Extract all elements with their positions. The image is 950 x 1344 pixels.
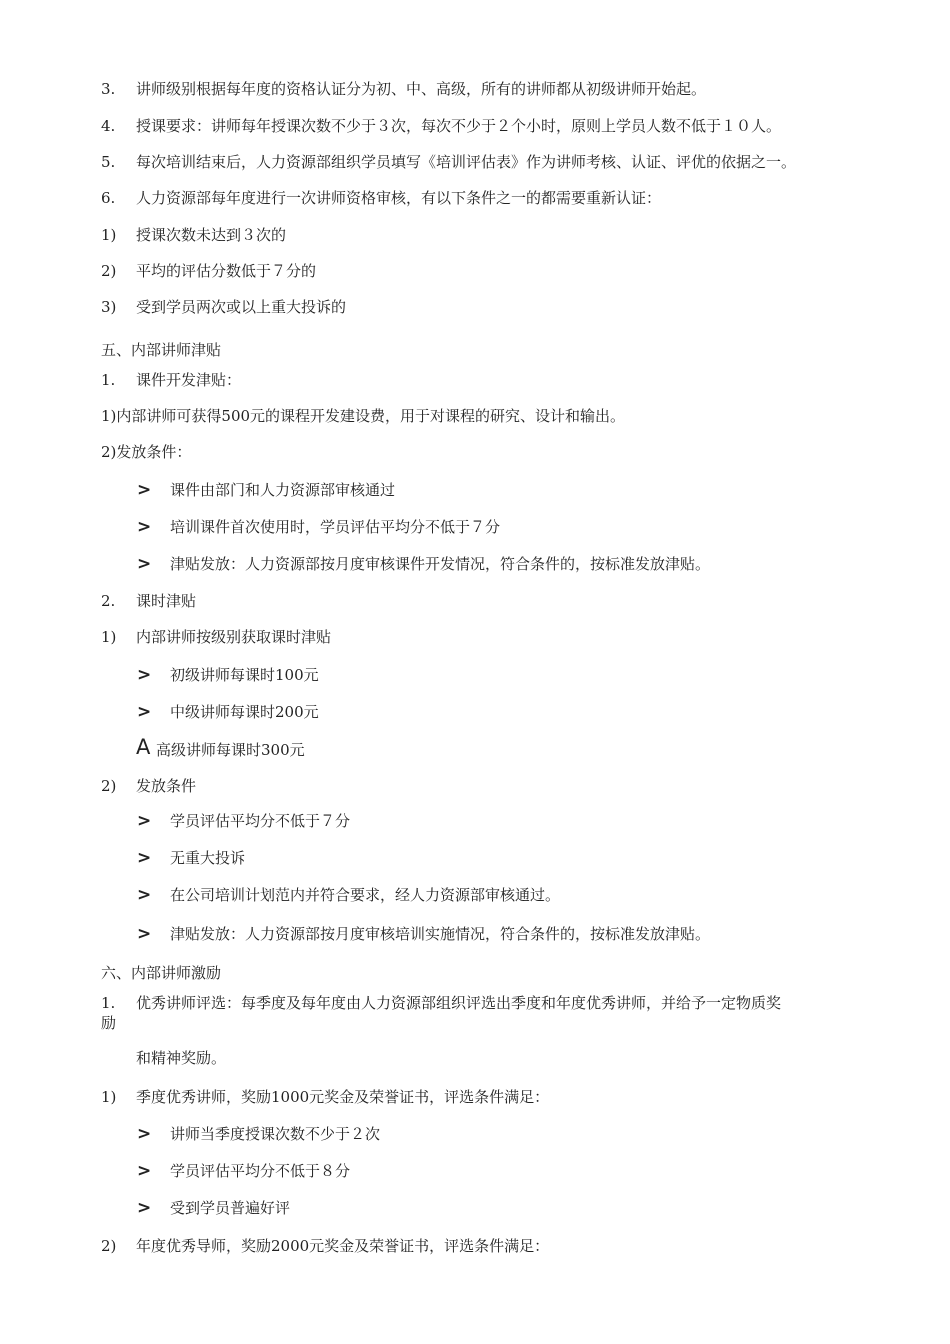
bullet-arrow-icon: > <box>137 848 152 868</box>
section-heading-text: 六、内部讲师激励 <box>101 964 222 982</box>
item-text: 授课要求：讲师每年授课次数不少于３次，每次不少于２个小时，原则上学员人数不低于１０人。 <box>136 117 782 135</box>
item-text: 授课次数未达到３次的 <box>136 226 287 244</box>
item-text: 津贴发放：人力资源部按月度审核课件开发情况，符合条件的，按标准发放津贴。 <box>170 555 711 573</box>
item-text: 平均的评估分数低于７分的 <box>136 262 317 280</box>
item-text: 课件开发津贴： <box>136 371 242 389</box>
item-text: 课时津贴 <box>136 592 197 610</box>
item-text: 受到学员普遍好评 <box>170 1199 291 1217</box>
bullet-arrow-icon: > <box>137 480 152 500</box>
item-number: 5. <box>101 153 116 171</box>
bullet-arrow-icon: > <box>137 1124 152 1144</box>
bullet-arrow-icon: > <box>137 554 152 574</box>
item-text: 在公司培训计划范内并符合要求，经人力资源部审核通过。 <box>170 886 561 904</box>
paragraph-text: 2)发放条件： <box>101 443 192 461</box>
item-text: 津贴发放：人力资源部按月度审核培训实施情况，符合条件的，按标准发放津贴。 <box>170 925 711 943</box>
item-text: 年度优秀导师，奖励2000元奖金及荣誉证书，评选条件满足： <box>136 1237 550 1255</box>
paragraph-text: 1)内部讲师可获得500元的课程开发建设费，用于对课程的研究、设计和输出。 <box>101 407 626 425</box>
item-text: 优秀讲师评选：每季度及每年度由人力资源部组织评选出季度和年度优秀讲师，并给予一定物质奖 <box>136 994 782 1012</box>
item-number: 4. <box>101 117 116 135</box>
bullet-arrow-icon: > <box>137 665 152 685</box>
item-number: 3. <box>101 80 116 98</box>
paragraph-text: 和精神奖励。 <box>136 1049 227 1067</box>
bullet-arrow-icon: > <box>137 924 152 944</box>
item-text: 课件由部门和人力资源部审核通过 <box>170 481 396 499</box>
section-heading-text: 五、内部讲师津贴 <box>101 341 222 359</box>
item-text: 受到学员两次或以上重大投诉的 <box>136 298 347 316</box>
item-text: 中级讲师每课时200元 <box>170 703 319 721</box>
bullet-letter-icon: A <box>136 735 151 759</box>
item-number: 3) <box>101 298 117 316</box>
item-text: 无重大投诉 <box>170 849 246 867</box>
item-number: 2. <box>101 592 116 610</box>
bullet-arrow-icon: > <box>137 811 152 831</box>
item-text: 初级讲师每课时100元 <box>170 666 319 684</box>
item-text: 学员评估平均分不低于７分 <box>170 812 351 830</box>
bullet-arrow-icon: > <box>137 1198 152 1218</box>
item-text: 每次培训结束后，人力资源部组织学员填写《培训评估表》作为讲师考核、认证、评优的依据之一。 <box>136 153 797 171</box>
item-text: 培训课件首次使用时，学员评估平均分不低于７分 <box>170 518 501 536</box>
bullet-arrow-icon: > <box>137 885 152 905</box>
paragraph-text: 励 <box>101 1014 117 1032</box>
item-text: 人力资源部每年度进行一次讲师资格审核，有以下条件之一的都需要重新认证： <box>136 189 662 207</box>
item-text: 讲师当季度授课次数不少于２次 <box>170 1125 381 1143</box>
item-number: 1. <box>101 371 116 389</box>
bullet-arrow-icon: > <box>137 1161 152 1181</box>
item-text: 高级讲师每课时300元 <box>156 741 305 759</box>
item-text: 内部讲师按级别获取课时津贴 <box>136 628 332 646</box>
item-number: 2) <box>101 1237 117 1255</box>
bullet-arrow-icon: > <box>137 517 152 537</box>
item-number: 1) <box>101 1088 117 1106</box>
item-number: 2) <box>101 262 117 280</box>
bullet-arrow-icon: > <box>137 702 152 722</box>
item-number: 1) <box>101 628 117 646</box>
item-number: 2) <box>101 777 117 795</box>
item-number: 1. <box>101 994 116 1012</box>
item-text: 学员评估平均分不低于８分 <box>170 1162 351 1180</box>
item-text: 讲师级别根据每年度的资格认证分为初、中、高级，所有的讲师都从初级讲师开始起。 <box>136 80 707 98</box>
item-text: 季度优秀讲师，奖励1000元奖金及荣誉证书，评选条件满足： <box>136 1088 550 1106</box>
item-text: 发放条件 <box>136 777 197 795</box>
item-number: 1) <box>101 226 117 244</box>
item-number: 6. <box>101 189 116 207</box>
